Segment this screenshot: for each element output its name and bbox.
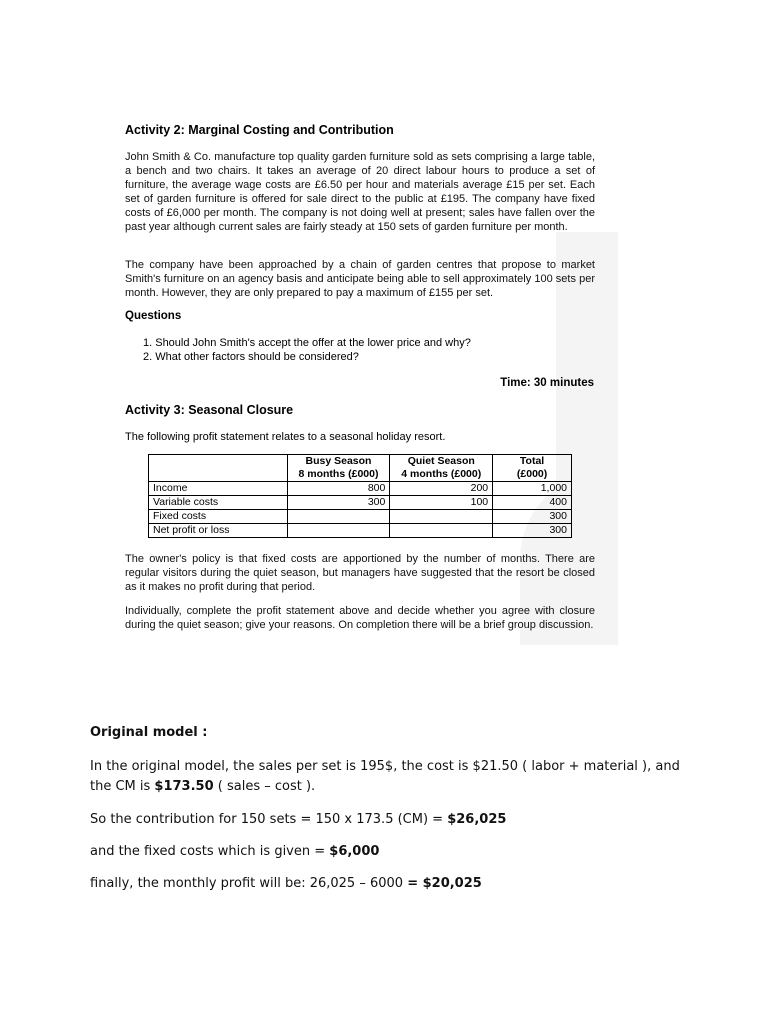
table-row xyxy=(149,524,572,538)
activity3-paragraph-2: Individually, complete the profit statement above and decide whether you agree with closure during the quiet season; give your reasons. On completion there will be a brief group discussion. xyxy=(125,605,595,631)
question-2: 2. What other factors should be considered? xyxy=(143,351,359,363)
analysis-line-2 xyxy=(90,810,680,830)
cell-busy xyxy=(287,524,390,538)
cell-quiet xyxy=(390,524,493,538)
table-header-quiet xyxy=(390,455,493,482)
activity3-paragraph-1: The owner's policy is that fixed costs are apportioned by the number of months. There are regular visitors during the quiet season, but managers have suggested that the resort be closed as it makes no profit during that period. xyxy=(125,553,595,593)
table-row xyxy=(149,496,572,510)
activity3-intro: The following profit statement relates to a seasonal holiday resort. xyxy=(125,431,446,443)
contribution-value: $26,025 xyxy=(447,812,507,827)
total-header-line1: Total xyxy=(519,455,545,467)
row-label: Income xyxy=(149,482,288,496)
line1-text: In the original model, the sales per set is 195$, the cost is $21.50 ( labor + material ), and the CM is xyxy=(90,759,680,794)
analysis-line-3 xyxy=(90,842,680,862)
cell-busy: 300 xyxy=(287,496,390,510)
cell-quiet: 100 xyxy=(390,496,493,510)
analysis-section xyxy=(90,723,680,743)
analysis-line-1 xyxy=(90,757,680,797)
line1-text-end: ( sales – cost ). xyxy=(213,779,316,794)
activity2-title: Activity 2: Marginal Costing and Contribution xyxy=(125,123,394,137)
cell-busy: 800 xyxy=(287,482,390,496)
cell-busy xyxy=(287,510,390,524)
activity2-paragraph-2: The company have been approached by a chain of garden centres that propose to market Smith's furniture on an agency basis and anticipate being able to sell approximately 100 sets per month. However, they are only prepared to pay a maximum of £155 per set. xyxy=(125,259,595,299)
line2-text: So the contribution for 150 sets = 150 x 173.5 (CM) = xyxy=(90,812,448,827)
time-allowance: Time: 30 minutes xyxy=(500,377,594,389)
quiet-header-line2: 4 months (£000) xyxy=(401,468,482,480)
questions-heading: Questions xyxy=(125,310,182,322)
cell-quiet xyxy=(390,510,493,524)
line3-text: and the fixed costs which is given = xyxy=(90,844,330,859)
line4-text: finally, the monthly profit will be: 26,025 – 6000 xyxy=(90,876,408,891)
monthly-profit-value: = $20,025 xyxy=(407,876,482,891)
fixed-costs-value: $6,000 xyxy=(329,844,380,859)
table-row xyxy=(149,510,572,524)
busy-header-line1: Busy Season xyxy=(305,455,372,467)
table-header-blank xyxy=(149,455,288,482)
row-label: Net profit or loss xyxy=(149,524,288,538)
table-header-row xyxy=(149,455,572,482)
cell-total: 400 xyxy=(493,496,572,510)
busy-header-line2: 8 months (£000) xyxy=(298,468,379,480)
activity3-title: Activity 3: Seasonal Closure xyxy=(125,403,294,417)
row-label: Variable costs xyxy=(149,496,288,510)
cell-total: 300 xyxy=(493,524,572,538)
cell-total: 1,000 xyxy=(493,482,572,496)
quiet-header-line1: Quiet Season xyxy=(407,455,475,467)
activity2-paragraph-1: John Smith & Co. manufacture top quality garden furniture sold as sets comprising a large table, a bench and two chairs. It takes an average of 20 direct labour hours to produce a set of furniture, the average wage costs are £6.50 per hour and materials average £15 per set. Each set of garden furniture is offered for sale direct to the public at £195. The company have fixed costs of £6,000 per month. The company is not doing well at present; sales have fallen over the past year although current sales are fairly steady at 150 sets of garden furniture per month. xyxy=(125,151,595,233)
total-header-line2: (£000) xyxy=(516,468,548,480)
table-header-total xyxy=(493,455,572,482)
analysis-line-4 xyxy=(90,874,680,894)
question-1: 1. Should John Smith's accept the offer at the lower price and why? xyxy=(143,337,471,349)
cell-quiet: 200 xyxy=(390,482,493,496)
line1-cm-value: $173.50 xyxy=(154,779,214,794)
profit-statement-table xyxy=(148,454,572,538)
analysis-heading: Original model : xyxy=(90,725,208,740)
table-row xyxy=(149,482,572,496)
cell-total: 300 xyxy=(493,510,572,524)
table-header-busy xyxy=(287,455,390,482)
row-label: Fixed costs xyxy=(149,510,288,524)
